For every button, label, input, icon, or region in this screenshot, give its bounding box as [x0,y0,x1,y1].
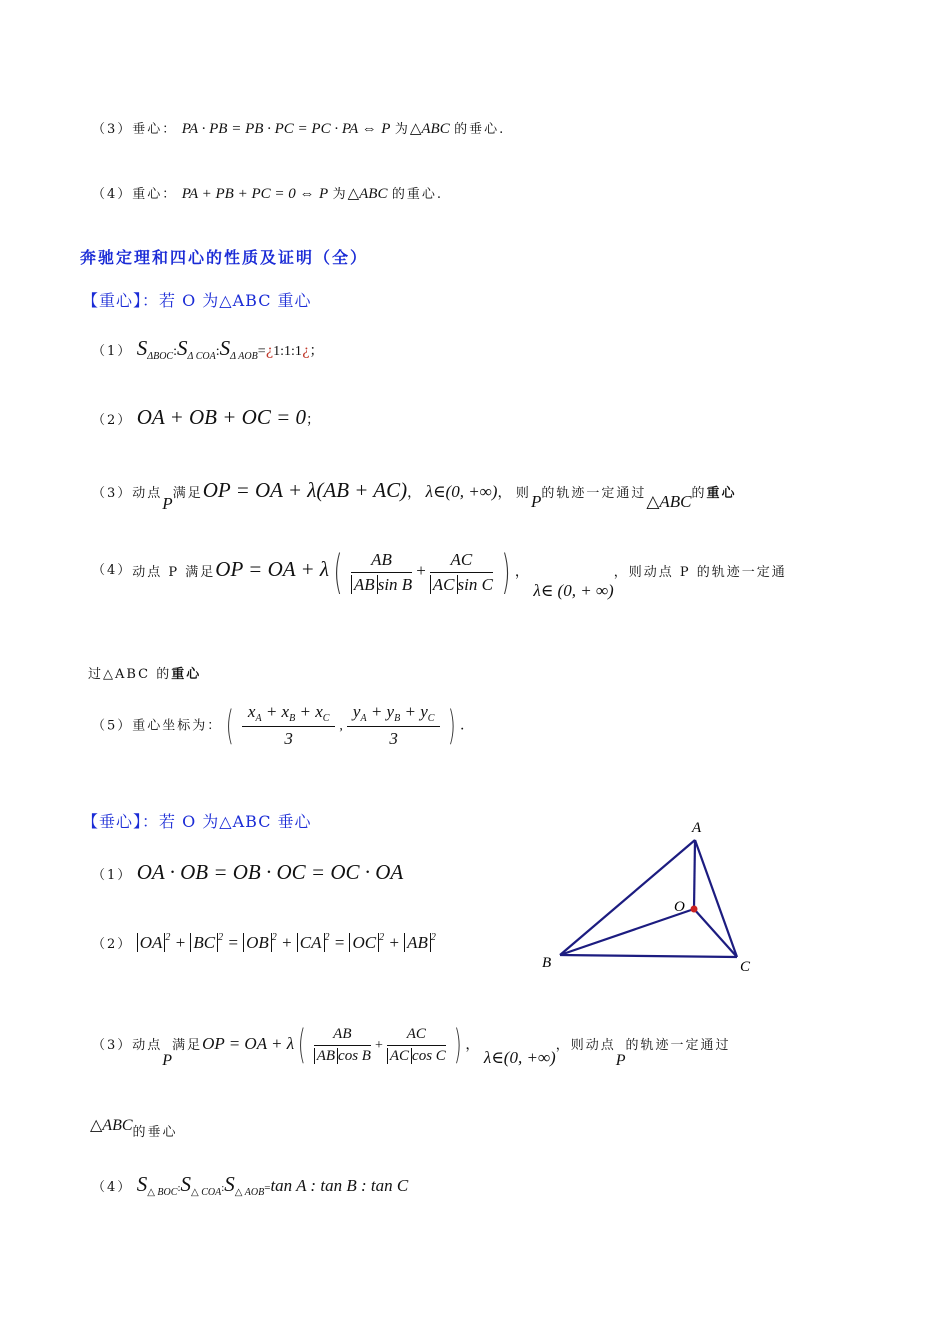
plus: + [416,561,426,580]
sup: 2 [165,932,171,943]
side-ac [695,840,737,957]
subscript: A [255,713,262,724]
text: 的垂心 [132,1125,178,1140]
subscript: △ BOC [147,1187,178,1198]
var: x [315,702,323,721]
s-symbol: S [219,336,231,360]
segment-oc [694,909,737,957]
numerator: AB [314,1026,371,1046]
equals: = [333,933,346,952]
centroid-item-3 [92,478,737,513]
ortho-item-3: （3）动点P满足OP = OA + λ( $\frac{AB}{\text{AB cos B}}$ + $\frac{AC}{\text{AC cos C}}$ ) ， λ∈(0, +∞)，则动点P的轨迹一定通过 [92,1022,731,1069]
fraction [351,550,412,595]
text: 动点 [132,1038,163,1053]
sup: 2 [218,932,224,943]
equals: = [257,344,266,359]
subscript: △ COA [191,1187,222,1198]
side-ab [560,840,695,955]
item-number: （2） [92,413,133,428]
subscript: Δ COA [187,351,216,362]
subscript: C [427,713,435,724]
plus: + [281,933,293,952]
lambda-range: λ∈ (0, + ∞) [533,581,614,600]
lambda-range: λ∈(0, +∞) [483,1048,556,1067]
plus: + [299,702,311,721]
text: 则 [515,486,531,501]
formula: OA · OB = OB · OC = OC · OA [136,860,404,884]
centroid-item-1: （1） $S_{\Delta BOC}:S_{\Delta COA}:S_{\Delta AOB}=¿1:1:1¿$； [92,336,324,362]
punct: . [460,717,465,734]
point-o [691,906,698,913]
text: 动点 P 满足 [132,565,216,580]
glyph: ¿ [265,343,274,359]
text: 的轨迹一定通过 [541,486,647,501]
denominator: 3 [284,729,293,748]
text: 的重心. [391,187,444,202]
label-a: A [692,820,702,836]
abs: AC [430,575,458,594]
var: x [247,702,256,721]
section-heading: 奔驰定理和四心的性质及证明（全） [80,248,369,267]
punct: ， [407,485,422,501]
s-symbol: S [136,1172,148,1196]
bold-text: 重心 [706,486,737,501]
plus: + [174,933,187,952]
text: 的垂心. [454,122,506,137]
text: ，则动点 [555,1038,616,1053]
text: 动点 [132,486,163,501]
ratio: 1:1:1 [273,344,302,359]
centroid-item-4: （4）动点 P 满足OP = OA + λ( $\frac{AB}{\text{AB sin B}}$ + $\frac{AC}{\text{AC sin C}}$ ) ， λ∈ (0, + ∞)，则动点 P 的轨迹一定通 [92,545,787,600]
subscript: A [360,713,367,724]
text: ，则动点 P 的轨迹一定通 [613,565,787,580]
formula: OA + OB + OC = 0 [136,405,307,429]
triangle-abc: △ABC [347,186,388,202]
var-p: P [381,121,391,137]
trig: sin B [377,574,413,594]
trig: cos B [338,1047,371,1064]
subscript: C [322,713,330,724]
fraction [242,702,336,749]
var: y [352,702,361,721]
numerator: AC [387,1026,446,1046]
triangle-abc: △ABC [409,121,450,137]
plus: + [404,702,416,721]
abs: AC [387,1048,412,1064]
label-c: C [740,959,751,975]
label-o: O [674,899,685,915]
s-symbol: S [180,1172,191,1196]
var-p: P [162,494,173,513]
abs: BC [190,933,218,952]
equals: = [264,1182,271,1194]
ortho-title: 【垂心】：若 O 为△ABC 垂心 [82,812,312,831]
centroid-item-2 [92,405,320,430]
formula: OP = OA + λ [202,1034,295,1053]
abs: AB [351,575,378,594]
subscript: B [289,713,296,724]
lambda-range: λ∈(0, +∞) [425,482,498,501]
item-number: （2） [92,937,133,952]
item-number: （4） [92,187,133,202]
item-number: （3） [92,486,133,501]
orthocenter-diagram [530,810,770,980]
plus: + [370,702,383,721]
equals: = [227,933,239,952]
abs: OC [349,933,379,952]
item-number: （1） [92,344,133,359]
punct: , [339,718,343,734]
numerator: AB [351,550,412,573]
numerator: AC [430,550,493,573]
formula: tan A : tan B : tan C [270,1176,409,1195]
triangle-abc: △ABC [90,1117,133,1134]
var: y [420,702,428,721]
side-bc [560,955,737,957]
fraction [314,1026,371,1065]
text: 为 [332,187,348,202]
triangle-abc: △ABC [646,492,692,511]
sup: 2 [430,932,436,943]
segment-ob [560,909,694,955]
ortho-item-2 [92,932,436,953]
plus: + [374,1038,383,1053]
top-item-4 [92,183,443,203]
text: 的轨迹一定通过 [625,1038,731,1053]
subscript: △ AOB [234,1187,265,1198]
top-item-3 [92,118,505,138]
formula: PA · PB = PB · PC = PC · PA ⇔ [181,121,377,137]
colon: : [177,1182,181,1194]
punct: ； [309,343,324,359]
item-number: （1） [92,868,133,883]
s-symbol: S [224,1172,235,1196]
abs: OA [137,933,166,952]
punct: ， [514,564,529,580]
plus: + [265,702,278,721]
fraction [387,1026,446,1065]
formula: PA + PB + PC = 0 ⇔ [181,186,315,202]
trig: cos C [412,1047,446,1064]
text: 的 [691,486,707,501]
label-b: B [542,955,552,971]
trig: sin C [457,574,493,594]
var-p: P [530,492,542,511]
s-symbol: S [136,336,148,360]
ortho-item-1 [92,860,403,885]
subscript: B [394,713,401,724]
bold-text: 重心 [171,667,202,682]
abs: OB [243,933,272,952]
text: 满足 [172,486,203,501]
var: y [386,702,395,721]
abs: CA [297,933,325,952]
var: x [281,702,290,721]
plus: + [388,933,400,952]
item-number: （3） [92,1038,133,1053]
abs: AB [404,933,431,952]
colon: : [221,1182,225,1194]
text: 为 [394,122,410,137]
formula: OP = OA + λ [215,557,329,581]
centroid-title: 【重心】：若 O 为△ABC 重心 [82,291,312,310]
subscript: Δ AOB [230,351,258,362]
item-number: （4） [92,563,133,578]
glyph: ¿ [301,343,310,359]
item-number: （5） [92,718,133,734]
item-label: 垂心： [132,122,178,137]
var-p: P [615,1052,626,1069]
fraction [430,550,493,595]
punct: ， [465,1037,480,1053]
centroid-item-5: （5）重心坐标为：( $\frac{x_A + x_B + x_C}{3}$ , $\frac{y_A + y_B + y_C}{3}$ ) . [92,702,465,749]
item-number: （3） [92,122,133,137]
item-label: 重心： [132,187,178,202]
centroid-item-4-cont [88,663,201,682]
fraction [347,702,441,749]
formula: OP = OA + λ(AB + AC) [202,478,408,502]
sup: 2 [324,932,330,943]
ortho-item-3-cont [90,1115,178,1140]
segment-oa [694,840,695,909]
var-p: P [162,1052,173,1069]
subscript: ΔBOC [147,351,174,362]
text: 过△ABC 的 [88,667,172,682]
sup: 2 [271,932,277,943]
text: 满足 [172,1038,203,1053]
sup: 2 [379,932,385,943]
text: 重心坐标为： [132,718,223,734]
denominator: 3 [389,729,398,748]
var-p: P [318,186,329,202]
punct: ； [306,412,321,428]
abs: AB [314,1048,338,1064]
item-number: （4） [92,1180,133,1195]
ortho-item-4 [92,1172,408,1198]
punct: ， [497,485,512,501]
s-symbol: S [177,336,188,360]
